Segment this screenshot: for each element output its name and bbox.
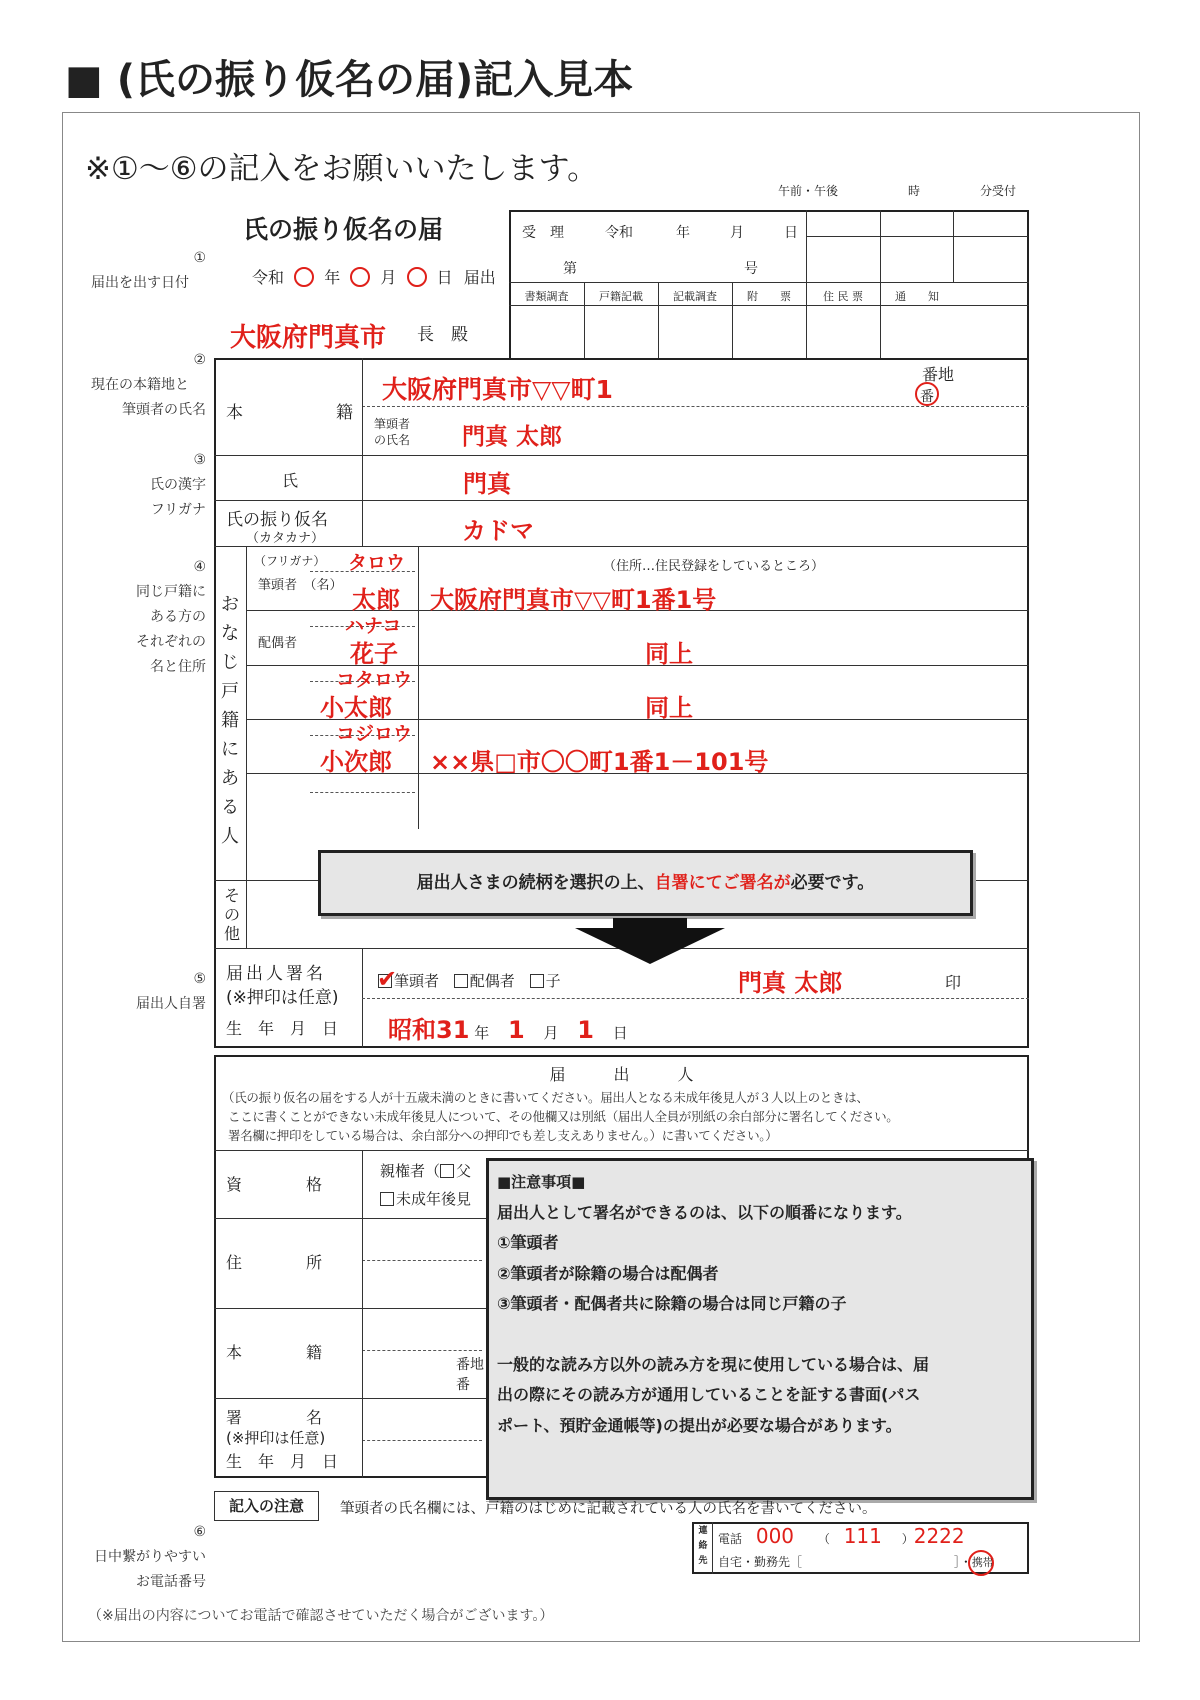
phone-paren: ） [901,1532,914,1546]
member-address: 同上 [645,694,693,722]
honseki-label-right: 籍 [336,403,353,423]
notice-line: 一般的な読み方以外の読み方を現に使用している場合は、届 [497,1354,930,1374]
date-day: 日 [436,268,453,287]
head-name: 門真 太郎 [462,424,563,450]
addressee-suffix: 長 殿 [417,325,468,345]
vchar: 戸 [221,681,239,702]
guardian-address: 住 所 [226,1253,323,1272]
phone-area: 000 [755,1524,795,1548]
note-4 [70,555,210,680]
head-label-line: 筆頭者 [374,417,411,431]
guardian-parent-option [380,1160,471,1181]
date-era: 令和 [252,268,285,287]
form-title: 氏の振り仮名の届 [243,215,444,244]
signer-name: 門真 太郎 [738,969,843,997]
submit-date [252,265,496,288]
receipt-number-prefix: 第 [563,261,577,277]
notice-line: ポート、預貯金通帳等)の提出が必要な場合があります。 [497,1415,902,1435]
notice-line: ③筆頭者・配偶者共に除籍の場合は同じ戸籍の子 [497,1294,847,1313]
birth-month: 1 [507,1016,525,1044]
guardian-qualification: 資 格 [226,1175,323,1194]
date-month: 月 [380,268,397,287]
receipt-divider [880,210,881,282]
receipt-divider [806,236,1028,237]
place-label: 自宅・勤務先［ [718,1555,803,1569]
note-text: 届出を出す日付 [91,275,189,291]
receipt-col: 住 民 票 [823,290,863,303]
vchar: お [221,594,239,615]
row-divider [214,500,1029,501]
footer-note: （※届出の内容についてお電話で確認させていただく場合がございます。） [88,1608,554,1624]
honseki-banchi: 番地 [922,365,955,384]
option-label: 親権者（ [380,1162,441,1180]
option-label: 筆頭者 [394,972,440,990]
vchar: じ [221,652,239,673]
col-divider [246,546,247,948]
vchar: 籍 [221,710,239,731]
guardian-birth: 生 年 月 日 [226,1452,339,1471]
callout-text: 届出人さまの続柄を選択の上、 [416,873,655,893]
signer-label-line: 届出人署名 [226,964,326,984]
note-num: ⑤ [193,971,206,987]
callout-text: 必要です。 [790,873,875,893]
member-address: ××県□市〇〇町1番1－101号 [430,748,769,776]
guardian-note-line: 署名欄に押印をしている場合は、余白部分への押印でも差し支えありません。）に書いてください。） [228,1128,778,1143]
receipt-divider [806,210,807,282]
option-label: 子 [545,972,561,990]
vchar: 先 [698,1556,708,1566]
receipt-box [509,210,1029,360]
note-text: 届出人自署 [136,996,206,1012]
receipt-col: 記載調査 [673,290,717,303]
guardian-note-line: （氏の振り仮名の届をする人が十五歳未満のときに書いてください。届出人となる未成年後見人が３人以上のときは、 [222,1090,869,1105]
signer-options [377,965,561,993]
vchar: そ [223,886,240,905]
filling-note-text: 筆頭者の氏名欄には、戸籍のはじめに記載されている人の氏名を書いてください。 [340,1501,877,1517]
row-divider [214,1150,1029,1151]
receipt-divider [953,210,954,282]
member-name: 小太郎 [320,694,392,722]
signer-label [226,962,339,1010]
note-2 [70,348,210,423]
note-3 [70,448,210,523]
note-num: ② [193,352,206,368]
member-address: 同上 [645,640,693,668]
vchar: に [221,739,239,760]
day-circle [407,267,427,287]
member-name: 花子 [350,640,398,668]
member-kana: コジロウ [336,723,413,745]
row-divider [362,1440,482,1441]
signer-seal: 印 [945,973,962,992]
note-5 [70,967,210,1017]
receipt-col: 附 票 [747,290,791,303]
note-text: 氏の漢字 [150,477,206,493]
furigana-value: カドマ [462,517,534,545]
row-divider [362,998,1029,999]
receipt-day: 日 [784,225,798,241]
vchar: な [221,623,239,644]
contact-phone [718,1524,965,1548]
row-divider [362,1260,482,1261]
instruction-text: ※①～⑥の記入をお願いいたします。 [85,151,599,187]
place-label: ］・ [953,1555,972,1569]
vchar: る [221,797,239,818]
mobile-circle [968,1550,994,1576]
guardian-honseki: 本 籍 [226,1343,323,1362]
phone-paren: （ [817,1532,830,1546]
honseki-ban: 番 [920,389,934,405]
note-text: 現在の本籍地と [91,377,189,393]
notice-line: 届出人として署名ができるのは、以下の順番になります。 [497,1202,912,1222]
addressee-city: 大阪府門真市 [230,323,387,353]
month-circle [350,267,370,287]
honseki-value: 大阪府門真市▽▽町1 [382,375,613,404]
vchar: 人 [221,826,239,847]
col-divider [362,358,363,546]
surname-label: 氏 [282,471,299,490]
year-circle [294,267,314,287]
member-name: 太郎 [352,586,400,614]
col-divider [362,1150,363,1478]
head-label [374,416,410,448]
row-divider [362,406,1029,407]
contact-place [718,1553,994,1570]
notice-line: 出の際にその読み方が通用していることを証する書面(パス [497,1385,921,1404]
birth-day: 1 [577,1016,594,1044]
notice-title: ■注意事項■ [497,1173,586,1191]
signer-label-line: (※押印は任意) [226,988,339,1008]
date-submit: 届出 [463,268,496,287]
guardian-signature: 署 名 [226,1408,323,1427]
reception-am-pm: 午前・午後 [778,184,839,198]
date-year: 年 [324,268,341,287]
birth-unit: 年 [474,1024,490,1042]
note-1 [70,246,210,296]
vchar: 絡 [698,1541,708,1551]
note-text: それぞれの [136,634,206,650]
note-text: 同じ戸籍に [136,584,206,600]
phone-number: 2222 [913,1524,965,1548]
receipt-received: 受 理 [522,225,564,241]
honseki-label-left: 本 [226,403,243,423]
head-label-line: の氏名 [374,433,411,447]
checkbox-child[interactable] [530,974,544,988]
note-text: お電話番号 [136,1574,206,1590]
checkbox-spouse[interactable] [454,974,468,988]
vchar: 他 [223,924,240,943]
guardian-note [222,1088,899,1145]
receipt-col: 書類調査 [524,290,569,303]
member-name: 小次郎 [320,748,392,776]
vchar: 連 [698,1526,708,1536]
checkbox-head[interactable] [377,965,398,993]
signer-birth [388,1010,628,1045]
note-text: ある方の [150,609,206,625]
birth-era-year: 昭和31 [388,1016,470,1044]
mobile-label: 携帯 [971,1556,994,1569]
receipt-number-suffix: 号 [744,261,758,277]
checkbox-guardian[interactable] [380,1192,394,1206]
row-divider [214,455,1029,456]
receipt-col: 通 知 [895,290,939,303]
receipt-divider [509,282,1029,283]
note-text: フリガナ [150,502,206,518]
furigana-sub: （カタカナ） [246,531,325,546]
signer-birth-label: 生 年 月 日 [226,1019,339,1038]
note-text: 筆頭者の氏名 [122,402,206,418]
note-num: ③ [193,452,206,468]
guardian-ban: 番 [456,1377,470,1393]
col-divider [712,1522,713,1574]
vchar: の [223,905,240,924]
notice-line: ①筆頭者 [497,1233,559,1252]
arrow-down-icon-svg [575,918,725,968]
kana-divider [310,792,415,793]
ban-circle [915,382,939,406]
callout-highlight: 自署にてご署名が [654,873,791,893]
callout-signature [318,850,973,916]
note-text: 日中繋がりやすい [94,1549,206,1565]
note-num: ⑥ [193,1524,206,1540]
col-divider [418,546,419,829]
guardian-seal-note: (※押印は任意) [226,1429,326,1447]
page-title: ■ (氏の振り仮名の届)記入見本 [65,57,634,103]
guardian-header: 届 出 人 [549,1065,694,1084]
member-kana: ハナコ [345,615,402,637]
members-head-role: 筆頭者 （名） [258,578,343,593]
members-furigana-note: （フリガナ） [254,554,326,568]
contact-side-label [694,1524,712,1569]
option-label: 未成年後見 [396,1190,472,1208]
birth-unit: 日 [612,1024,628,1042]
reception-minute: 分受付 [980,184,1017,198]
reception-hour: 時 [908,184,921,198]
guardian-guardian-option [380,1188,471,1209]
phone-exchange: 111 [843,1524,882,1548]
check-mark-icon: ✔ [377,965,398,993]
notice-line [497,1320,1023,1350]
member-kana: コタロウ [336,669,413,691]
row-divider [362,1350,482,1351]
guardian-banchi: 番地 [456,1357,484,1373]
birth-unit: 月 [543,1024,559,1042]
members-spouse-role: 配偶者 [258,636,298,651]
receipt-divider [509,305,1029,306]
receipt-year: 年 [676,225,690,241]
receipt-era: 令和 [605,225,633,241]
member-kana: タロウ [348,552,406,574]
surname-value: 門真 [463,470,511,498]
furigana-label: 氏の振り仮名 [226,510,328,530]
note-num: ④ [193,559,206,575]
checkbox-father[interactable] [440,1164,454,1178]
filling-note-label: 記入の注意 [214,1491,319,1521]
other-vertical-label [222,886,242,943]
members-address-note: （住所…住民登録をしているところ） [603,559,825,574]
notice-line: ②筆頭者が除籍の場合は配偶者 [497,1263,719,1283]
notice-box [486,1158,1034,1500]
option-label: 父 [456,1162,472,1180]
note-6 [70,1520,210,1595]
guardian-note-line: ここに書くことができない未成年後見人について、その他欄又は別紙（届出人全員が別紙の余白部分に署名してください。 [228,1109,899,1124]
member-address: 大阪府門真市▽▽町1番1号 [430,586,717,614]
row-divider [214,546,1029,547]
option-label: 配偶者 [469,972,515,990]
note-text: 名と住所 [150,659,206,675]
vchar: あ [221,768,239,789]
note-num: ① [193,250,206,266]
receipt-col: 戸籍記載 [599,290,643,303]
members-vertical-label [220,590,240,851]
receipt-month: 月 [730,225,744,241]
phone-label: 電話 [718,1532,743,1546]
